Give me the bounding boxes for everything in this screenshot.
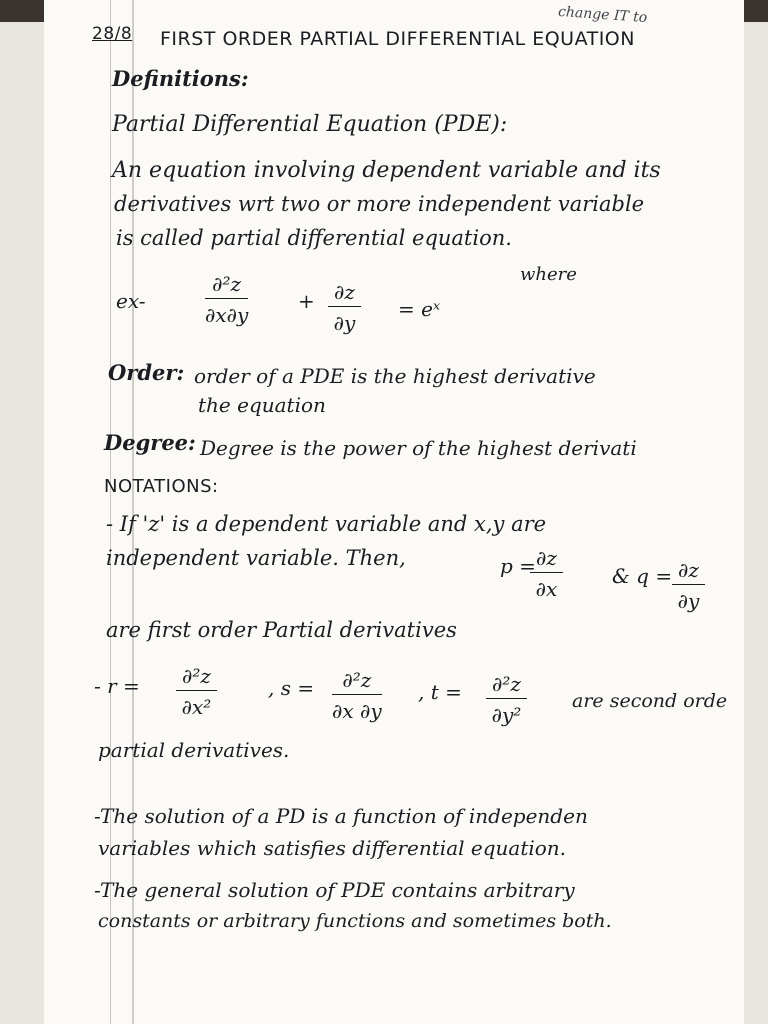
s-fraction [332,668,382,723]
solution-line-3: -The general solution of PDE contains arbitrary [94,878,575,902]
corner-note: change IT to [557,3,648,27]
r-fraction-num: ∂²z [176,664,217,691]
p-fraction [530,546,563,601]
notations-line-1: - If 'z' is a dependent variable and x,y are [106,512,547,536]
s-fraction-den: ∂x ∂y [332,699,382,723]
t-label: , t = [418,680,462,704]
order-line-2: the equation [198,393,326,417]
q-fraction-den: ∂y [677,589,700,613]
pde-line-1: An equation involving dependent variable and its [112,158,661,183]
solution-line-4: constants or arbitrary functions and sometimes both. [98,910,612,932]
pde-heading: Partial Differential Equation (PDE): [112,112,508,137]
notations-line-2: independent variable. Then, [106,546,406,570]
example-fraction-1-num: ∂²z [205,272,248,299]
degree-label: Degree: [104,430,196,455]
where-note: where [520,264,577,285]
example-fraction-2 [328,280,361,335]
pde-line-3: is called partial differential equation. [116,226,512,250]
q-label: & q = [612,564,673,588]
example-fraction-1 [205,272,248,327]
definitions-heading: Definitions: [112,66,249,91]
example-rhs: = eˣ [398,297,441,321]
order-line-1: order of a PDE is the highest derivative [194,364,596,388]
s-label: , s = [268,676,315,700]
r-fraction [176,664,217,719]
degree-text: Degree is the power of the highest derivati [200,436,637,460]
solution-line-1: -The solution of a PD is a function of independen [94,804,588,828]
notations-line-3: are first order Partial derivatives [106,618,457,642]
r-fraction-den: ∂x² [181,695,212,719]
q-fraction [672,558,705,613]
example-plus: + [298,289,315,313]
p-fraction-num: ∂z [530,546,563,573]
p-label: p = [500,554,536,578]
r-label: - r = [94,674,140,698]
example-fraction-2-num: ∂z [328,280,361,307]
example-fraction-1-den: ∂x∂y [205,303,249,327]
s-fraction-num: ∂²z [332,668,382,695]
q-fraction-num: ∂z [672,558,705,585]
notations-line-4: partial derivatives. [98,738,290,762]
order-label: Order: [108,360,185,385]
notations-heading: NOTATIONS: [104,476,219,497]
pde-line-2: derivatives wrt two or more independent variable [114,192,645,216]
t-fraction-den: ∂y² [491,703,522,727]
example-fraction-2-den: ∂y [333,311,356,335]
page-title: FIRST ORDER PARTIAL DIFFERENTIAL EQUATION [160,28,635,50]
second-order-text: are second orde [572,690,728,712]
p-fraction-den: ∂x [535,577,558,601]
example-label: ex- [116,289,146,313]
t-fraction-num: ∂²z [486,672,527,699]
t-fraction [486,672,527,727]
date: 28/8 [92,24,133,44]
solution-line-2: variables which satisfies differential equation. [98,836,567,860]
